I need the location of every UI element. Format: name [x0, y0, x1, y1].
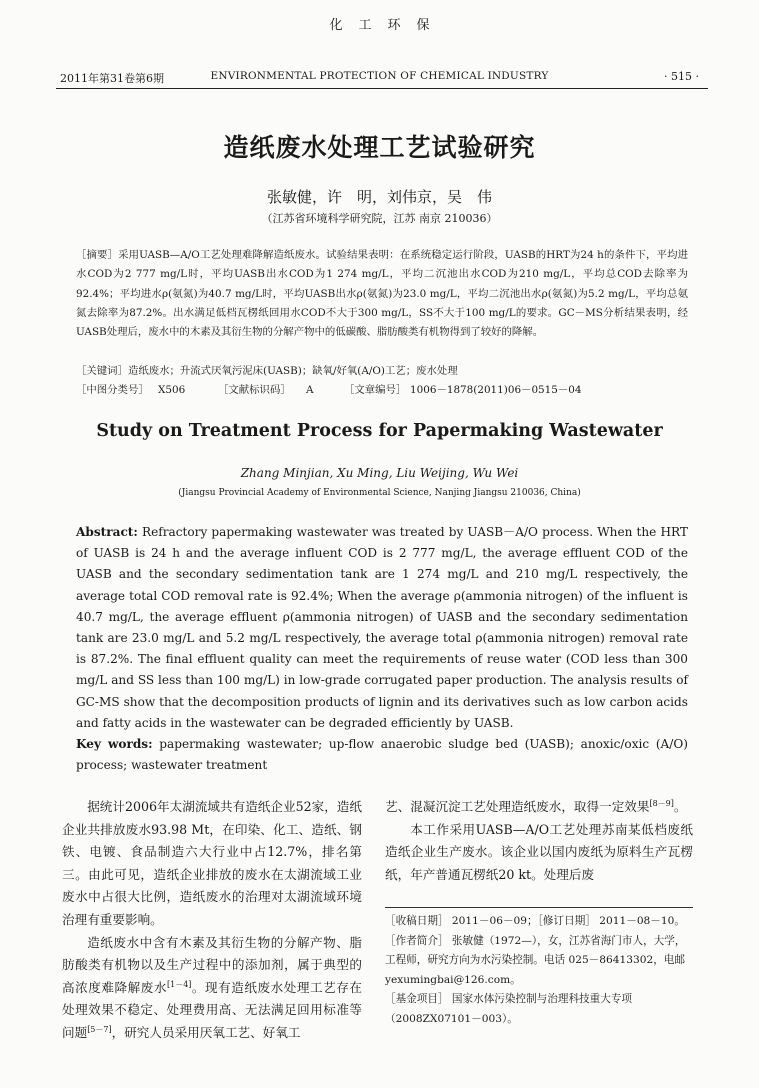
body-paragraph-2: 造纸废水中含有木素及其衍生物的分解产物、脂肪酸类有机物以及生产过程中的添加剂，属于典型的高浓度难降解废水[1－4]。现有造纸废水处理工艺存在处理效果不稳定、处理费用高、无法满足回用标准等问题[5－7]，研究人员采用厌氧工艺、好氧工 — [62, 934, 363, 1040]
abstract-en-label: Abstract: — [76, 525, 138, 539]
citation-5-7: [5－7] — [87, 1024, 112, 1034]
authors-en: Zhang Minjian, Xu Ming, Liu Weijing, Wu Wei — [240, 466, 519, 480]
header-rule — [56, 88, 708, 89]
body-column-left — [62, 796, 362, 1045]
doc-label: ［文献标识码］ — [218, 384, 291, 396]
affiliation-cn: （江苏省环境科学研究院，江苏 南京 210036） — [261, 212, 498, 225]
keywords-cn-label: ［关键词］ — [76, 365, 128, 377]
paper-title-en: Study on Treatment Process for Papermaking Wastewater — [96, 421, 663, 441]
body-paragraph-1: 据统计2006年太湖流域共有造纸企业52家，造纸企业共排放废水93.98 Mt，在印染、化工、造纸、钢铁、电镀、食品制造六大行业中占12.7%，排名第三。由此可见，造纸企业排放的废水在太湖流域工业废水中占很大比例，造纸废水的治理对太湖流域环境治理有重要影响。 — [62, 799, 362, 927]
abstract-en-text: Refractory papermaking wastewater was treated by UASB－A/O process. When the HRT of UASB is 24 h and the average influent COD is 2 777 mg/L, the average effluent COD of the UASB and the secondary sedimentation tank are 1 274 mg/L and 210 mg/L respectively, the average total COD removal rate is 92.4%; When the average ρ(ammonia nitrogen) of the influent is 40.7 mg/L, the average effluent ρ(ammonia nitrogen) of UASB and the secondary sedimentation tank are 23.0 mg/L and 5.2 mg/L respectively, the average total ρ(ammonia nitrogen) removal rate is 87.2%. The final effluent quality can meet the requirements of reuse water (COD less than 300 mg/L and SS less than 100 mg/L) in low-grade corrugated paper production. The analysis results of GC-MS show that the decomposition products of lignin and its derivatives such as low carbon acids and fatty acids in the wastewater can be degraded efficiently by UASB. — [76, 525, 688, 730]
citation-1-4: [1－4] — [166, 979, 192, 989]
footnote-fund: ［基金项目］ 国家水体污染控制与治理科技重大专项（2008ZX07101－003）。 — [385, 993, 633, 1025]
journal-name-en: ENVIRONMENTAL PROTECTION OF CHEMICAL INDUSTRY — [210, 70, 549, 82]
clc-value: X506 — [158, 384, 186, 396]
doc-value: A — [306, 384, 314, 396]
body-paragraph-2-cont: 艺、混凝沉淀工艺处理造纸废水，取得一定效果[8－9]。 — [385, 798, 687, 814]
article-no-label: ［文章编号］ — [344, 384, 407, 396]
clc-label: ［中图分类号］ — [76, 384, 149, 396]
abstract-en — [76, 522, 688, 776]
page-number: · 515 · — [664, 70, 699, 83]
issue-info: 2011年第31卷第6期 — [60, 72, 164, 85]
article-no-value: 1006－1878(2011)06－0515－04 — [410, 384, 582, 396]
abstract-cn — [76, 246, 688, 342]
authors-cn: 张敏健，许 明，刘伟京，吴 伟 — [266, 188, 492, 206]
body-column-right — [385, 796, 693, 886]
footnotes — [385, 912, 693, 1030]
keywords-en-text: papermaking wastewater; up-flow anaerobic sludge bed (UASB); anoxic/oxic (A/O) process; wastewater treatment — [76, 737, 688, 773]
paper-title-cn: 造纸废水处理工艺试验研究 — [223, 133, 536, 162]
footnote-dates: ［收稿日期］ 2011－06－09；［修订日期］ 2011－08－10。 — [385, 915, 685, 927]
citation-8-9: [8－9] — [649, 798, 674, 808]
body-paragraph-3: 本工作采用UASB—A/O工艺处理苏南某低档废纸造纸企业生产废水。该企业以国内废纸为原料生产瓦楞纸，年产普通瓦楞纸20 kt。处理后废 — [385, 821, 693, 882]
journal-name-cn: 化工环保 — [329, 18, 446, 33]
keywords-cn-text: 造纸废水；升流式厌氧污泥床(UASB)；缺氧/好氧(A/O)工艺；废水处理 — [127, 365, 458, 377]
keywords-en-label: Key words: — [76, 737, 153, 752]
abstract-cn-label: ［摘要］ — [76, 249, 119, 261]
affiliation-en: (Jiangsu Provincial Academy of Environmental Science, Nanjing Jiangsu 210036, China) — [178, 488, 581, 498]
keywords-cn — [76, 362, 688, 381]
footnote-rule — [385, 907, 693, 908]
abstract-cn-text: 采用UASB—A/O工艺处理难降解造纸废水。试验结果表明：在系统稳定运行阶段，UASB的HRT为24 h的条件下，平均进水COD为2 777 mg/L时，平均UASB出水COD为1 274 mg/L，平均二沉池出水COD为210 mg/L，平均总COD去除率为92.4%；平均进水ρ(氨氮)为40.7 mg/L时，平均UASB出水ρ(氨氮)为23.0 mg/L，平均二沉池出水ρ(氨氮)为5.2 mg/L，平均总氨氮去除率为87.2%。出水满足低档瓦楞纸回用水COD不大于300 mg/L，SS不大于100 mg/L的要求。GC－MS分析结果表明，经UASB处理后，废水中的木素及其衍生物的分解产物中的低碳酸、脂肪酸类有机物得到了较好的降解。 — [76, 249, 688, 339]
footnote-author: ［作者简介］ 张敏健（1972—），女，江苏省海门市人，大学，工程师，研究方向为水污染控制。电话 025－86413302，电邮 yexumingbai@126.com。 — [385, 934, 686, 986]
